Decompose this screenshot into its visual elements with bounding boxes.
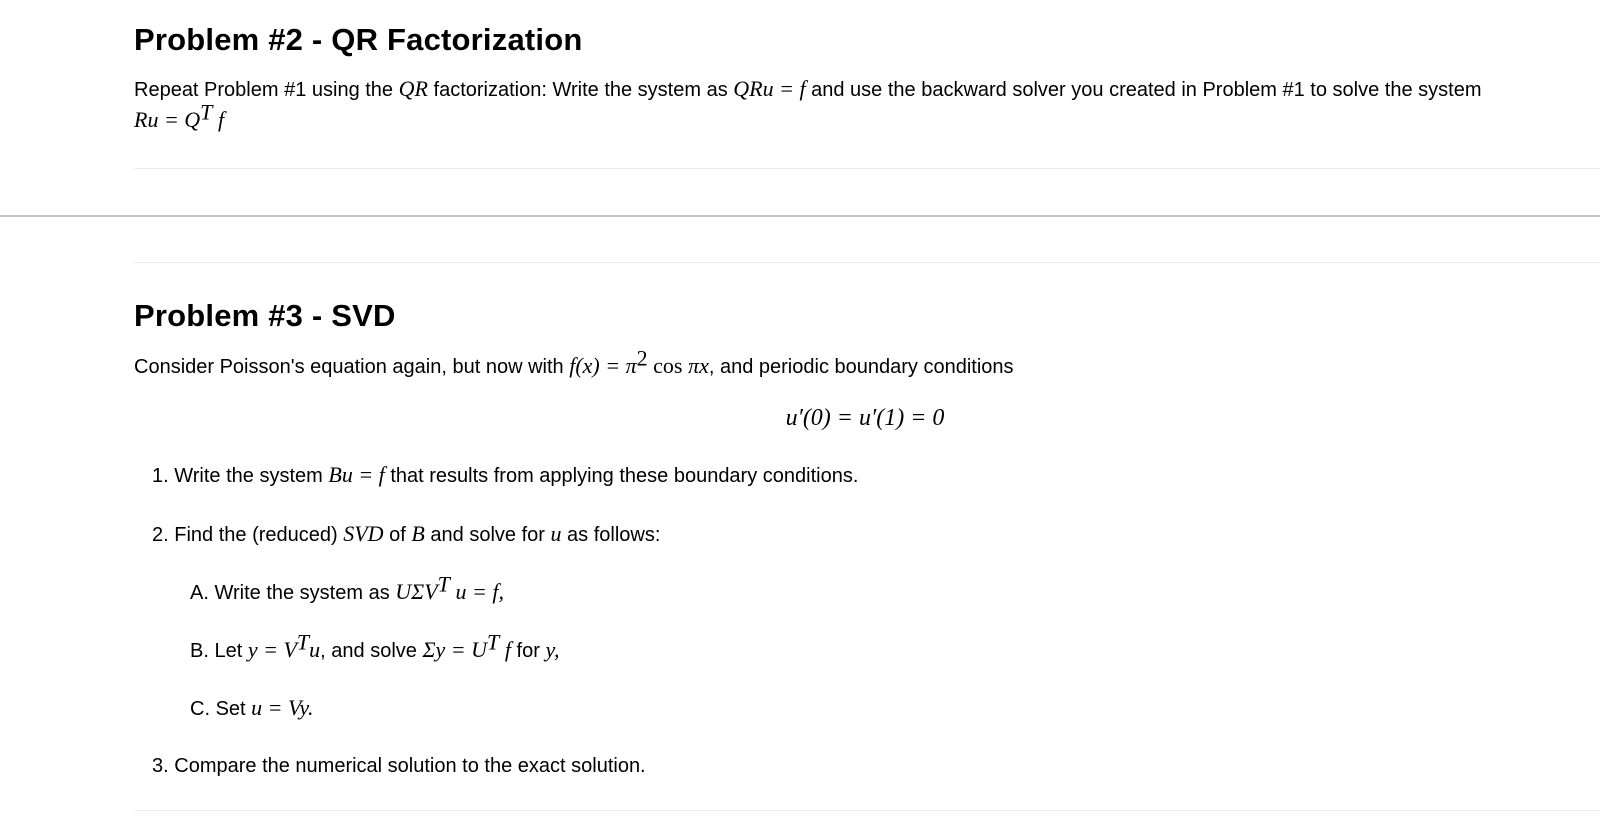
item-2-math-svd: SVD (343, 521, 384, 546)
cell-divider (134, 262, 1600, 263)
sub-b-math-2: u (309, 637, 321, 662)
problem-2-title: Problem #2 - QR Factorization (134, 22, 583, 57)
sub-item-c (190, 693, 313, 724)
sub-b-sup-1: T (296, 629, 310, 655)
p2-math-system: QRu = f (733, 76, 806, 101)
p3-intro-text-2: , and periodic boundary conditions (708, 356, 1014, 378)
sub-c-label: C. (190, 698, 210, 720)
list-item-1 (152, 460, 858, 491)
sub-b-math-5: y, (545, 637, 560, 662)
sub-item-b (190, 629, 560, 666)
p2-text-1: Repeat Problem #1 using the (134, 79, 394, 101)
problem-2-cell (134, 22, 1600, 136)
sub-b-sup-2: T (487, 629, 500, 655)
item-3-text: Compare the numerical solution to the exact solution. (174, 755, 646, 777)
sub-item-a (190, 571, 504, 608)
sub-b-text-2: , and solve (320, 640, 417, 662)
item-2-text-4: as follows: (567, 524, 661, 546)
problem-3-cell (134, 298, 1600, 382)
p2-math-line2-sup: T (200, 99, 213, 125)
sub-b-math-1: y = V (247, 637, 297, 662)
sub-a-math-2: u = f, (455, 579, 504, 604)
item-2-math-u: u (550, 521, 562, 546)
item-3-number: 3. (152, 755, 169, 777)
p2-math-line2-a: Ru = Q (134, 107, 201, 132)
item-2-text-3: and solve for (430, 524, 545, 546)
item-2-text-1: Find the (reduced) (174, 524, 338, 546)
sub-c-text-1: Set (215, 698, 246, 720)
problem-3-title: Problem #3 - SVD (134, 298, 396, 333)
sub-b-label: B. (190, 640, 209, 662)
p2-text-2: factorization: Write the system as (433, 79, 728, 101)
p2-text-3: and use the backward solver you created in Problem #1 to solve the system (811, 79, 1482, 101)
item-1-math: Bu = f (328, 462, 385, 487)
cell-divider (134, 810, 1600, 811)
item-1-text-1: Write the system (174, 465, 323, 487)
sub-a-label: A. (190, 582, 209, 604)
item-1-number: 1. (152, 465, 169, 487)
section-separator (0, 215, 1600, 217)
sub-b-text-3: for (516, 640, 540, 662)
item-2-math-b: B (411, 521, 425, 546)
cell-divider (134, 168, 1600, 169)
problem-2-line-2 (134, 99, 1600, 136)
item-2-text-2: of (389, 524, 406, 546)
p3-intro-math-cos: cos (653, 353, 683, 378)
sub-b-math-3: Σy = U (422, 637, 488, 662)
problem-3-intro (134, 345, 1600, 382)
list-item-2 (152, 519, 660, 550)
sub-a-sup: T (437, 571, 450, 597)
sub-a-math-1: UΣV (395, 579, 438, 604)
item-1-text-2: that results from applying these boundary conditions. (390, 465, 859, 487)
sub-b-text-1: Let (214, 640, 243, 662)
sub-a-text-1: Write the system as (214, 582, 390, 604)
sub-b-math-4: f (504, 637, 511, 662)
p2-math-qr: QR (398, 76, 428, 101)
boundary-condition-equation (0, 404, 1600, 432)
p3-intro-text-1: Consider Poisson's equation again, but now with (134, 356, 564, 378)
sub-c-math: u = Vy. (251, 695, 314, 720)
problem-2-paragraph (134, 74, 1600, 105)
p2-math-line2-b: f (217, 107, 225, 132)
list-item-3 (152, 752, 646, 781)
p3-intro-math-pix: πx (688, 353, 709, 378)
bc-math: u′(0) = u′(1) = 0 (785, 405, 945, 431)
item-2-number: 2. (152, 524, 169, 546)
p3-intro-sup: 2 (636, 345, 648, 371)
p3-intro-math-1: f(x) = π (569, 353, 637, 378)
